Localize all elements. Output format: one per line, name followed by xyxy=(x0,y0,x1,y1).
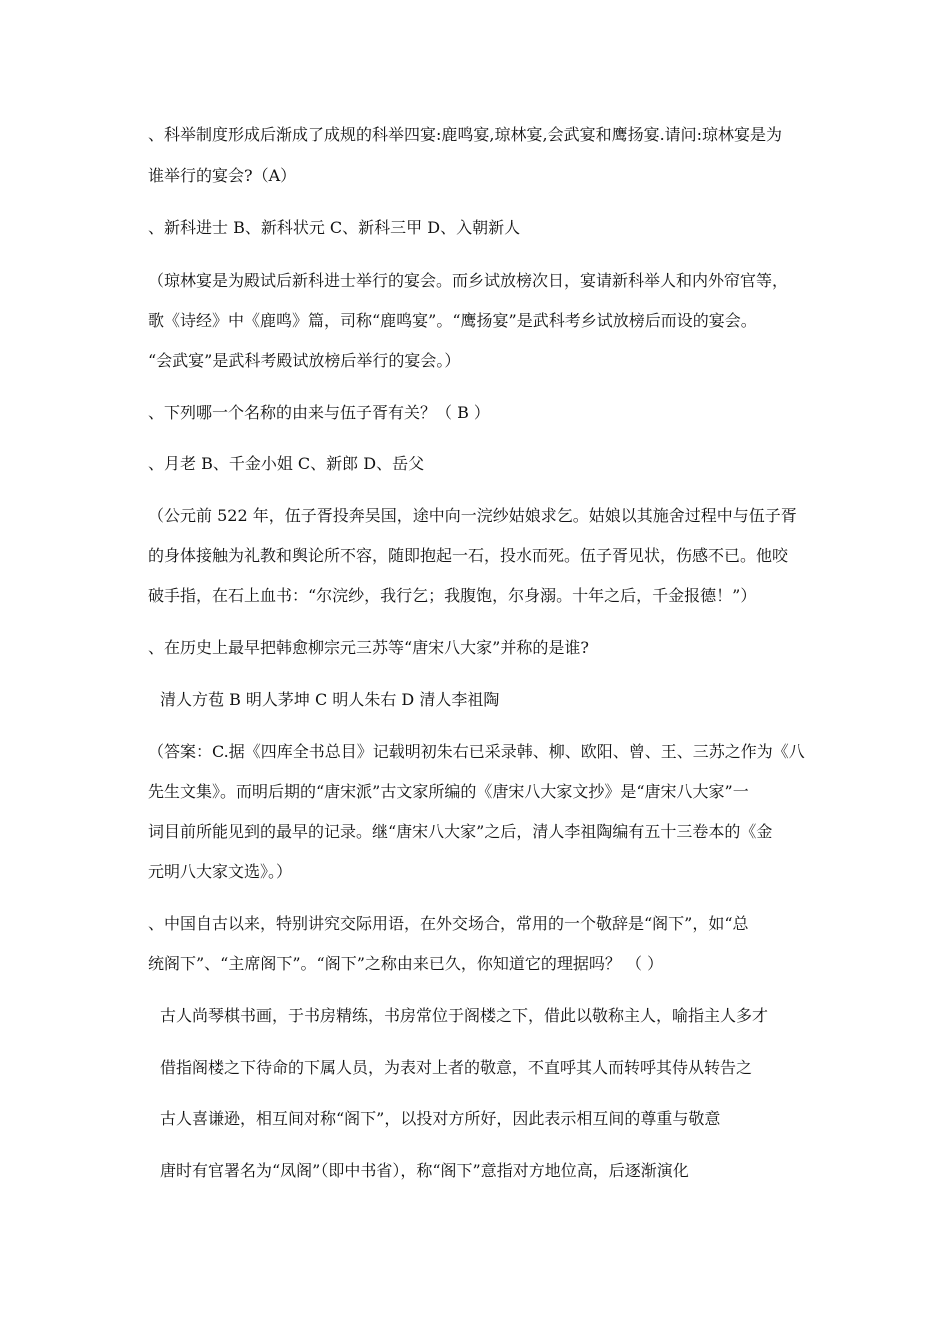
q4-stem-line-2: 统阁下”、“主席阁下”。“阁下”之称由来已久，你知道它的理据吗？ （ ） xyxy=(148,954,664,973)
q3-options: 清人方苞 B 明人茅坤 C 明人朱右 D 清人李祖陶 xyxy=(160,690,500,709)
q1-options: 、新科进士 B、新科状元 C、新科三甲 D、入朝新人 xyxy=(148,218,521,237)
q3-explanation-line-4: 元明八大家文选》。） xyxy=(148,862,293,881)
q4-option-a: 古人尚琴棋书画，于书房精练，书房常位于阁楼之下，借此以敬称主人，喻指主人多才 xyxy=(160,1006,769,1025)
q3-explanation-line-3: 词目前所能见到的最早的记录。继“唐宋八大家”之后，清人李祖陶编有五十三卷本的《金 xyxy=(148,822,773,841)
q3-explanation-line-1: （答案：C.据《四库全书总目》记载明初朱右已采录韩、柳、欧阳、曾、王、三苏之作为《八 xyxy=(148,742,805,761)
q2-explanation-line-2: 的身体接触为礼教和舆论所不容，随即抱起一石，投水而死。伍子胥见状，伤感不已。他咬 xyxy=(148,546,789,565)
q1-explanation-line-3: “会武宴”是武科考殿试放榜后举行的宴会。） xyxy=(148,351,461,370)
q4-option-b: 借指阁楼之下待命的下属人员，为表对上者的敬意，不直呼其人而转呼其侍从转告之 xyxy=(160,1058,753,1077)
q1-explanation-line-2: 歌《诗经》中《鹿鸣》篇，司称“鹿鸣宴”。“鹰扬宴”是武科考乡试放榜后而设的宴会。 xyxy=(148,311,757,330)
q3-explanation-line-2: 先生文集》。而明后期的“唐宋派”古文家所编的《唐宋八大家文抄》是“唐宋八大家”一 xyxy=(148,782,749,801)
q2-stem: 、下列哪一个名称的由来与伍子胥有关？（ B ） xyxy=(148,403,490,422)
q4-option-c: 古人喜谦逊，相互间对称“阁下”，以投对方所好，因此表示相互间的尊重与敬意 xyxy=(160,1109,721,1128)
q1-explanation-line-1: （琼林宴是为殿试后新科进士举行的宴会。而乡试放榜次日，宴请新科举人和内外帘官等， xyxy=(148,271,789,290)
q3-stem: 、在历史上最早把韩愈柳宗元三苏等“唐宋八大家”并称的是谁? xyxy=(148,638,589,657)
q4-option-d: 唐时有官署名为“凤阁”（即中书省），称“阁下”意指对方地位高，后逐渐演化 xyxy=(160,1161,689,1180)
q2-explanation-line-3: 破手指，在石上血书：“尔浣纱，我行乞；我腹饱，尔身溺。十年之后，千金报德！”） xyxy=(148,586,757,605)
q2-options: 、月老 B、千金小姐 C、新郎 D、岳父 xyxy=(148,454,425,473)
q4-stem-line-1: 、中国自古以来，特别讲究交际用语，在外交场合，常用的一个敬辞是“阁下”，如“总 xyxy=(148,914,749,933)
q2-explanation-line-1: （公元前 522 年，伍子胥投奔吴国，途中向一浣纱姑娘求乞。姑娘以其施舍过程中与伍子胥 xyxy=(148,506,797,525)
q1-stem-line-2: 谁举行的宴会?（A） xyxy=(148,166,297,185)
q1-stem-line-1: 、科举制度形成后渐成了成规的科举四宴:鹿鸣宴,琼林宴,会武宴和鹰扬宴.请问:琼林宴是为 xyxy=(148,125,783,144)
